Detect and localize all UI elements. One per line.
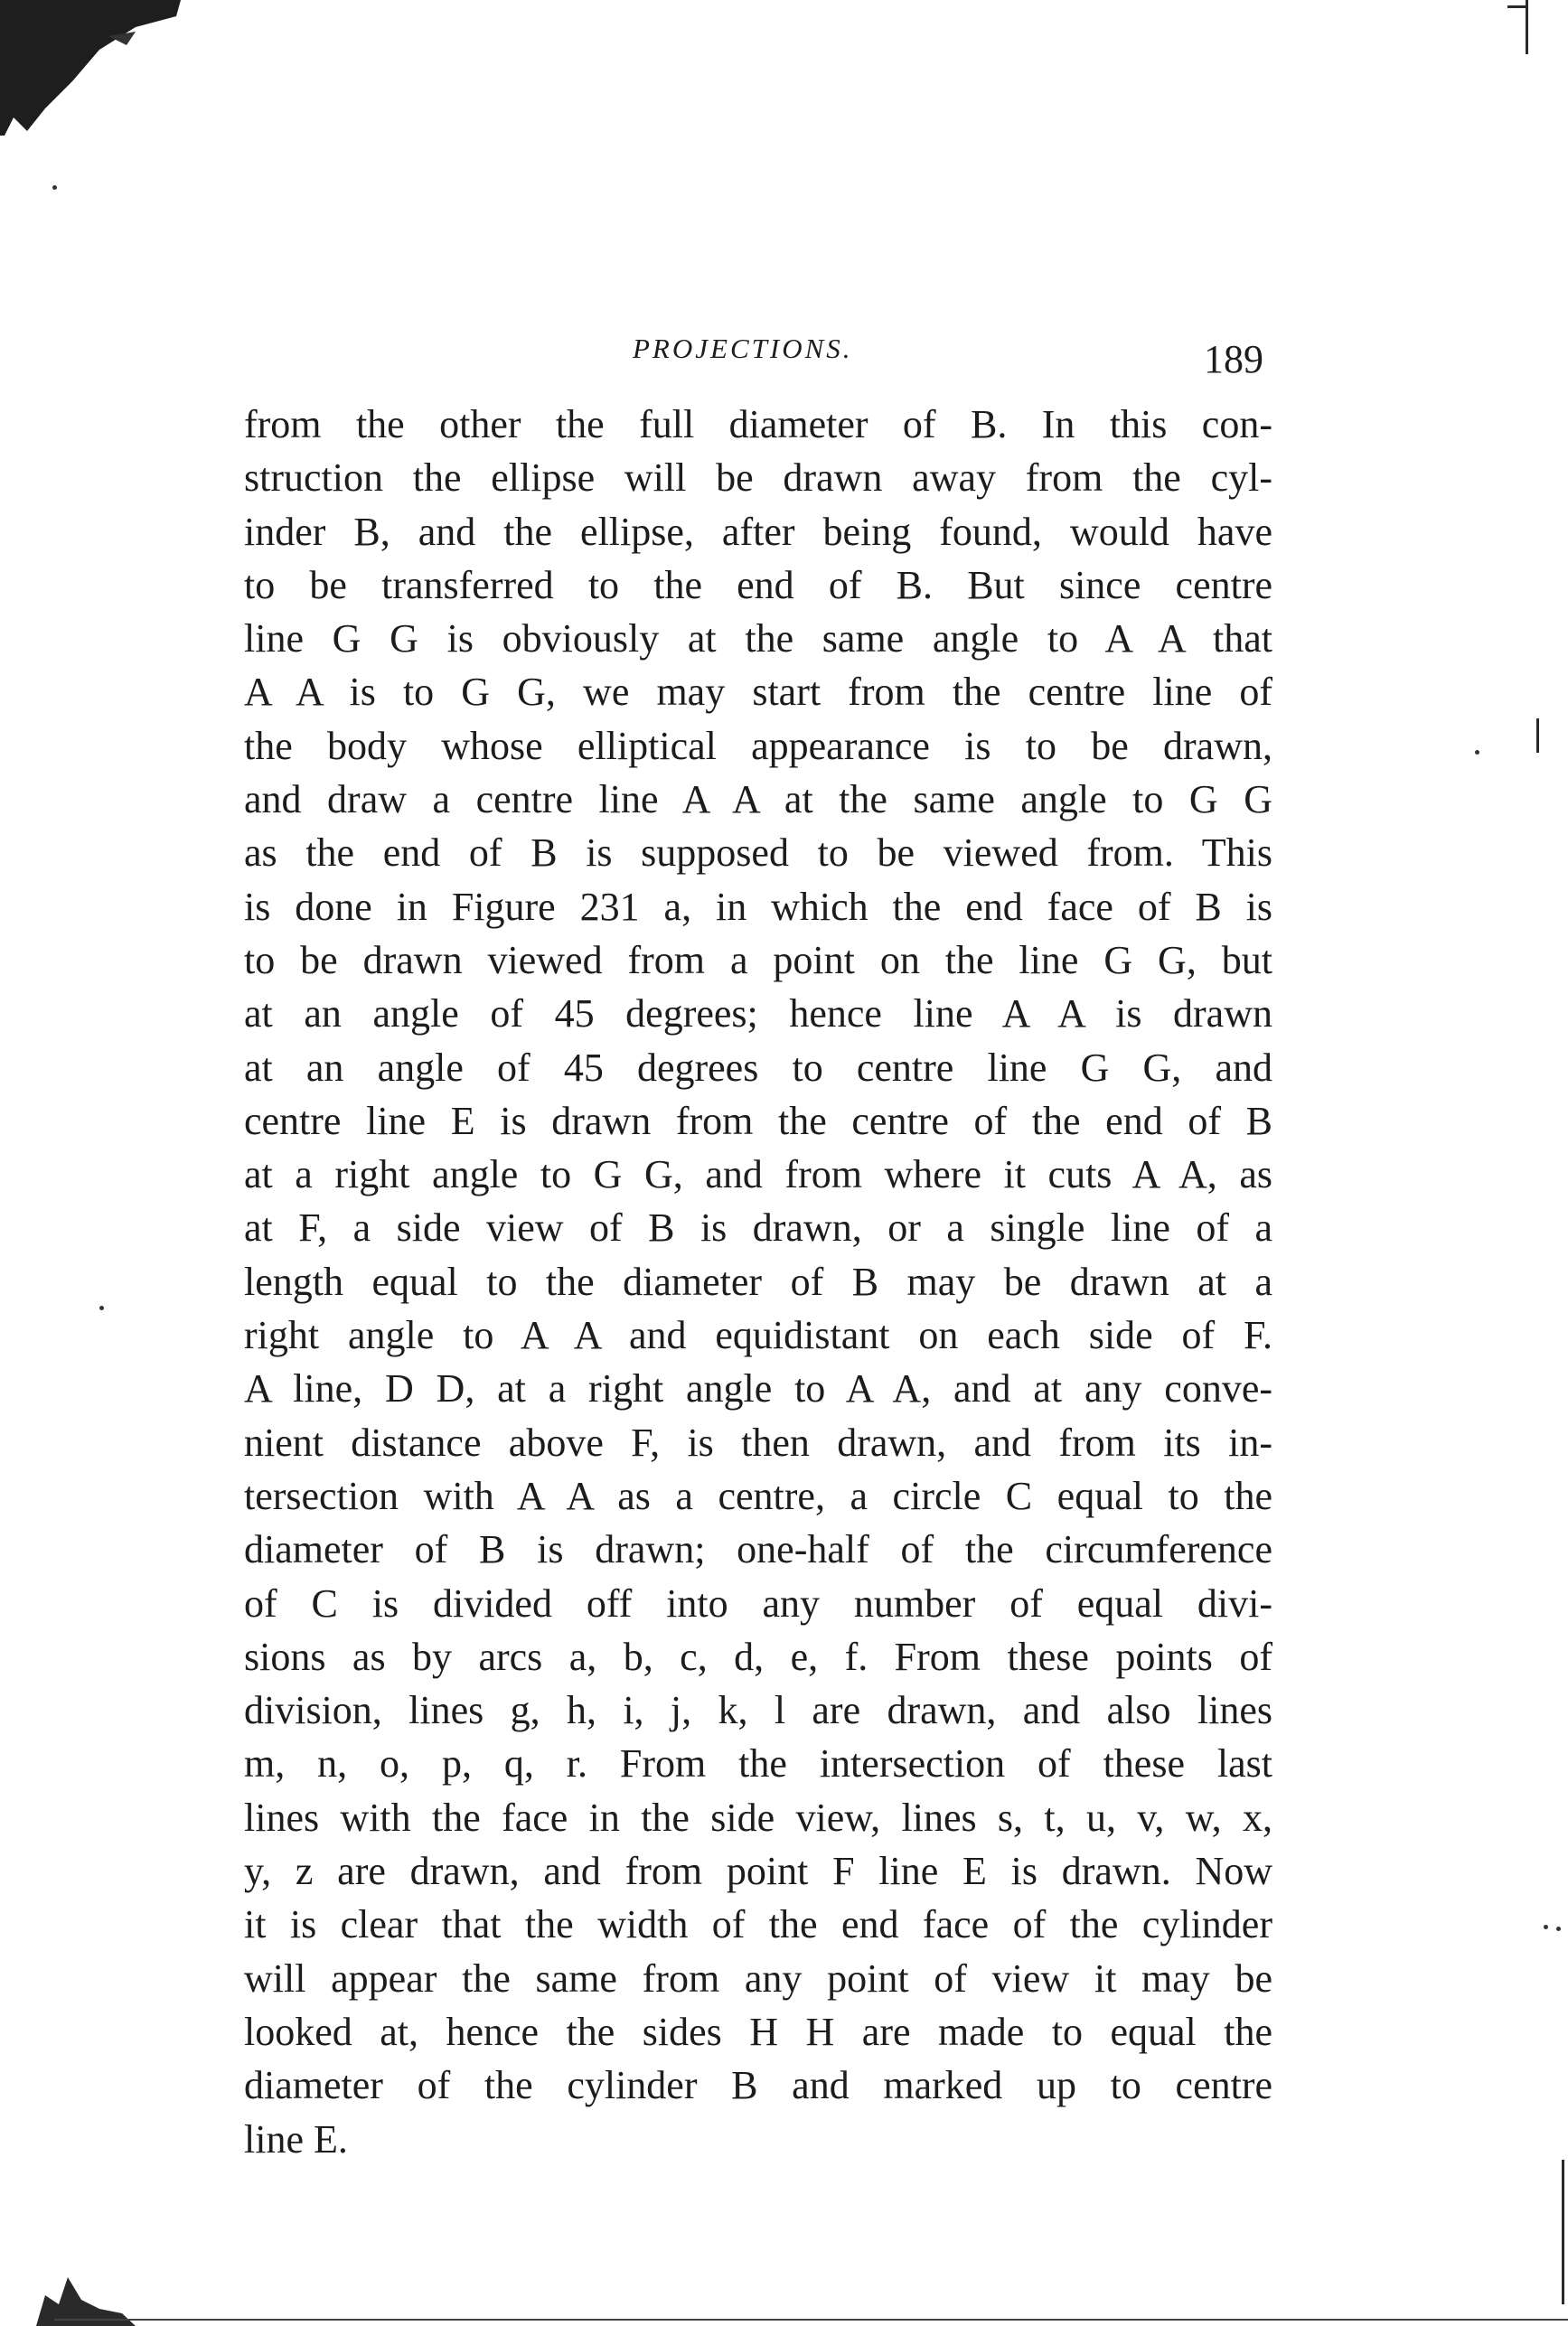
- scan-edge-mark: [1536, 718, 1539, 753]
- text-line: looked at, hence the sides H H are made to equal the: [244, 2009, 1272, 2054]
- running-head: [244, 325, 1274, 380]
- scan-bottom-edge: [54, 2319, 1568, 2321]
- scan-speck: [1475, 750, 1479, 755]
- text-line: diameter of the cylinder B and marked up to centre: [244, 2063, 1272, 2108]
- text-line: of C is divided off into any number of equal divi-: [244, 1580, 1272, 1626]
- text-line: right angle to A A and equidistant on each side of F.: [244, 1313, 1272, 1358]
- text-line: line G G is obviously at the same angle to A A that: [244, 616, 1272, 661]
- scan-speck: [1556, 1927, 1561, 1931]
- text-line: A line, D D, at a right angle to A A, and at any conve-: [244, 1366, 1272, 1412]
- running-title: PROJECTIONS.: [633, 333, 853, 364]
- text-line: diameter of B is drawn; one-half of the circumference: [244, 1527, 1272, 1572]
- text-line: m, n, o, p, q, r. From the intersection of these last: [244, 1741, 1272, 1787]
- text-line: y, z are drawn, and from point F line E is drawn. Now: [244, 1849, 1272, 1894]
- text-line: at a right angle to G G, and from where it cuts A A, as: [244, 1152, 1272, 1197]
- text-line: division, lines g, h, i, j, k, l are drawn, and also lines: [244, 1688, 1272, 1733]
- text-line: length equal to the diameter of B may be drawn at a: [244, 1259, 1272, 1304]
- scan-speck: [52, 185, 57, 190]
- text-line: at an angle of 45 degrees to centre line G G, and: [244, 1045, 1272, 1090]
- body-paragraph: [244, 398, 1272, 2166]
- text-line: A A is to G G, we may start from the centre line of: [244, 670, 1272, 715]
- text-line: tersection with A A as a centre, a circle C equal to the: [244, 1473, 1272, 1518]
- text-line: struction the ellipse will be drawn away from the cyl-: [244, 455, 1272, 501]
- text-line: inder B, and the ellipse, after being found, would have: [244, 509, 1272, 554]
- text-line: at F, a side view of B is drawn, or a single line of a: [244, 1205, 1272, 1251]
- text-line: line E.: [244, 2116, 348, 2162]
- text-line: nient distance above F, is then drawn, and from its in-: [244, 1420, 1272, 1465]
- text-line: it is clear that the width of the end face of the cylinder: [244, 1902, 1272, 1947]
- scan-edge-mark: [1507, 5, 1527, 8]
- text-line: centre line E is drawn from the centre of the end of B: [244, 1098, 1272, 1143]
- page-number: 189: [1204, 337, 1263, 381]
- scan-edge-mark: [1526, 0, 1528, 54]
- scan-blot-bottom-left: [36, 2259, 136, 2326]
- scan-edge-mark: [1562, 2160, 1564, 2304]
- text-line: and draw a centre line A A at the same angle to G G: [244, 777, 1272, 822]
- scan-speck: [99, 1306, 104, 1310]
- text-line: the body whose elliptical appearance is to be drawn,: [244, 723, 1272, 768]
- text-line: sions as by arcs a, b, c, d, e, f. From these points of: [244, 1634, 1272, 1679]
- text-line: lines with the face in the side view, lines s, t, u, v, w, x,: [244, 1795, 1272, 1840]
- scan-blot-top-left: [0, 0, 181, 136]
- text-line: to be transferred to the end of B. But since centre: [244, 562, 1272, 607]
- scan-speck: [1544, 1925, 1548, 1929]
- text-line: will appear the same from any point of view it may be: [244, 1956, 1272, 2001]
- text-line: from the other the full diameter of B. In this con-: [244, 402, 1272, 446]
- text-line: as the end of B is supposed to be viewed from. This: [244, 830, 1272, 876]
- text-line: to be drawn viewed from a point on the line G G, but: [244, 937, 1272, 982]
- text-line: is done in Figure 231 a, in which the end face of B is: [244, 884, 1272, 929]
- text-line: at an angle of 45 degrees; hence line A A is drawn: [244, 991, 1272, 1036]
